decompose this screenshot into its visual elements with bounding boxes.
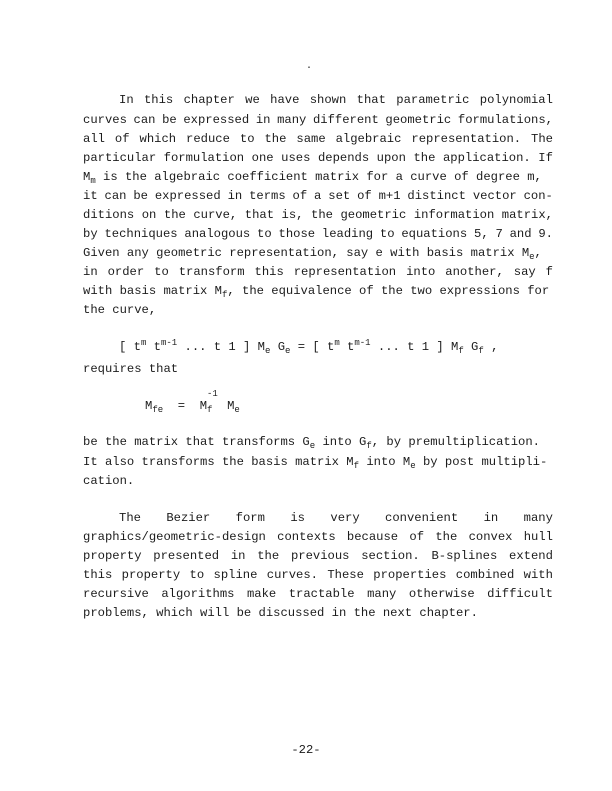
word: algebraic <box>335 132 402 146</box>
text-line-post: It also transforms the basis matrix $M_f$ into $M_e$ by post multipli- <box>83 455 548 471</box>
word: and <box>509 227 532 241</box>
word: 5, <box>474 227 489 241</box>
word: 7 <box>495 227 503 241</box>
word: of <box>357 189 372 203</box>
text-line <box>83 568 553 582</box>
word: equations <box>401 227 468 241</box>
word: properties <box>373 568 447 582</box>
text-line <box>83 208 553 222</box>
word: distinct <box>407 189 466 203</box>
word: same <box>296 132 326 146</box>
word: convenient <box>385 511 459 525</box>
word: different <box>312 113 379 127</box>
word: can <box>104 189 127 203</box>
word: curves. <box>266 568 318 582</box>
word: techniques <box>104 227 178 241</box>
word: representation <box>293 265 397 279</box>
word: presented <box>153 549 220 563</box>
word: form <box>235 511 265 525</box>
word: to <box>189 568 205 582</box>
word: uses <box>281 151 311 165</box>
word: upon <box>376 151 406 165</box>
word: can <box>133 113 156 127</box>
word: graphics/geometric-design <box>83 530 266 544</box>
word: another, <box>445 265 504 279</box>
word: analogous <box>184 227 251 241</box>
text-line-transform: be the matrix that transforms $G_e$ into $G_f$, by premultiplication. <box>83 435 540 451</box>
text-line: cation. <box>83 474 135 488</box>
word: many <box>277 113 307 127</box>
word: recursive <box>83 587 149 601</box>
text-line <box>83 151 553 165</box>
word: all <box>83 132 105 146</box>
word: curve, <box>193 208 238 222</box>
word: we <box>245 93 260 107</box>
word: into <box>406 265 436 279</box>
word: In <box>119 93 134 107</box>
word: curves <box>83 113 127 127</box>
word: expressed <box>154 189 221 203</box>
word: the <box>257 549 280 563</box>
text-line-given: Given any geometric representation, say e with basis matrix $M_e$, <box>83 246 542 262</box>
word: These <box>327 568 364 582</box>
word: a <box>314 189 322 203</box>
word: If <box>538 151 553 165</box>
word: property <box>121 568 181 582</box>
word: property <box>83 549 142 563</box>
word: the <box>264 132 287 146</box>
word: depends <box>317 151 370 165</box>
word: of <box>292 189 308 203</box>
word: 9. <box>538 227 553 241</box>
word: convex <box>468 530 513 544</box>
word: transform <box>178 265 245 279</box>
word: many <box>523 511 553 525</box>
word: particular <box>83 151 157 165</box>
word: on <box>141 208 157 222</box>
word: reduce <box>186 132 230 146</box>
word: the <box>413 151 436 165</box>
word: extend <box>509 549 553 563</box>
text-line <box>83 530 553 544</box>
word: vector <box>472 189 517 203</box>
word: order <box>107 265 145 279</box>
word: which <box>139 132 177 146</box>
word: the <box>435 530 458 544</box>
text-line <box>83 265 553 279</box>
word: difficult <box>487 587 553 601</box>
word: hull <box>523 530 553 544</box>
word: B-splines <box>431 549 498 563</box>
word: section. <box>361 549 420 563</box>
word: with <box>523 568 553 582</box>
word: m+1 <box>378 189 401 203</box>
page-number: -22- <box>291 743 321 757</box>
word: combined <box>455 568 515 582</box>
text-line-m: $M_m$ is the algebraic coefficient matrix for a curve of degree m, <box>83 170 542 186</box>
word: because <box>346 530 399 544</box>
word: otherwise <box>408 587 475 601</box>
word: one <box>251 151 274 165</box>
stray-mark: . <box>306 61 313 72</box>
word: contexts <box>277 530 336 544</box>
requires-text: requires that <box>83 362 179 376</box>
word: representation. <box>411 132 522 146</box>
text-line: the curve, <box>83 303 157 317</box>
word: make <box>246 587 277 601</box>
word: The <box>119 511 141 525</box>
word: in <box>483 511 499 525</box>
word: this <box>83 568 113 582</box>
word: geometric <box>385 113 452 127</box>
word: leading <box>321 227 374 241</box>
word: geometric <box>340 208 407 222</box>
word: formulations, <box>457 113 553 127</box>
word: of <box>409 530 425 544</box>
word: The <box>531 132 553 146</box>
word: to <box>239 132 255 146</box>
word: it <box>83 189 98 203</box>
word: the <box>311 208 333 222</box>
word: terms <box>249 189 286 203</box>
word: information <box>413 208 495 222</box>
word: Bezier <box>166 511 211 525</box>
word: polynomial <box>479 93 553 107</box>
word: of <box>114 132 130 146</box>
word: con- <box>523 189 553 203</box>
word: parametric <box>396 93 470 107</box>
text-line <box>83 587 553 601</box>
word: is, <box>281 208 304 222</box>
word: this <box>143 93 174 107</box>
text-line <box>83 189 553 203</box>
word: very <box>330 511 360 525</box>
word: to <box>154 265 169 279</box>
word: to <box>379 227 395 241</box>
word: be <box>133 189 148 203</box>
word: f <box>545 265 553 279</box>
word: set <box>328 189 351 203</box>
word: is <box>290 511 305 525</box>
word: in <box>230 549 246 563</box>
word: previous <box>290 549 350 563</box>
word: to <box>257 227 272 241</box>
word: by <box>83 227 98 241</box>
word: say <box>513 265 536 279</box>
equation-basis: [ $t^m$ $t^{m-1}$ ... t 1 ] $M_e$ $G_e$ = [ $t^m$ $t^{m-1}$ ... t 1 ] $M_f$ $G_f$ , <box>119 338 499 356</box>
text-line <box>83 227 553 241</box>
text-line <box>83 132 553 146</box>
word: application. <box>442 151 531 165</box>
word: ditions <box>83 208 135 222</box>
word: matrix, <box>501 208 553 222</box>
word: algorithms <box>161 587 235 601</box>
word: that <box>356 93 386 107</box>
text-line: problems, which will be discussed in the next chapter. <box>83 606 478 620</box>
word: this <box>254 265 284 279</box>
word: in <box>83 265 98 279</box>
word: those <box>278 227 316 241</box>
word: in <box>255 113 271 127</box>
text-line <box>83 113 553 127</box>
text-line <box>83 549 553 563</box>
text-line-with: with basis matrix $M_f$, the equivalence of the two expressions for <box>83 284 550 300</box>
word: the <box>163 208 186 222</box>
word: spline <box>213 568 258 582</box>
word: that <box>244 208 275 222</box>
text-line <box>119 511 553 525</box>
text-line <box>119 93 553 107</box>
word: in <box>227 189 243 203</box>
word: tractable <box>288 587 355 601</box>
word: chapter <box>183 93 235 107</box>
word: formulation <box>163 151 245 165</box>
word: have <box>270 93 300 107</box>
equation-transform: $M_{fe} = M$ -1 $_f$ $M_e$ <box>145 389 240 415</box>
word: many <box>367 587 397 601</box>
word: be <box>162 113 177 127</box>
word: expressed <box>183 113 250 127</box>
word: shown <box>309 93 347 107</box>
